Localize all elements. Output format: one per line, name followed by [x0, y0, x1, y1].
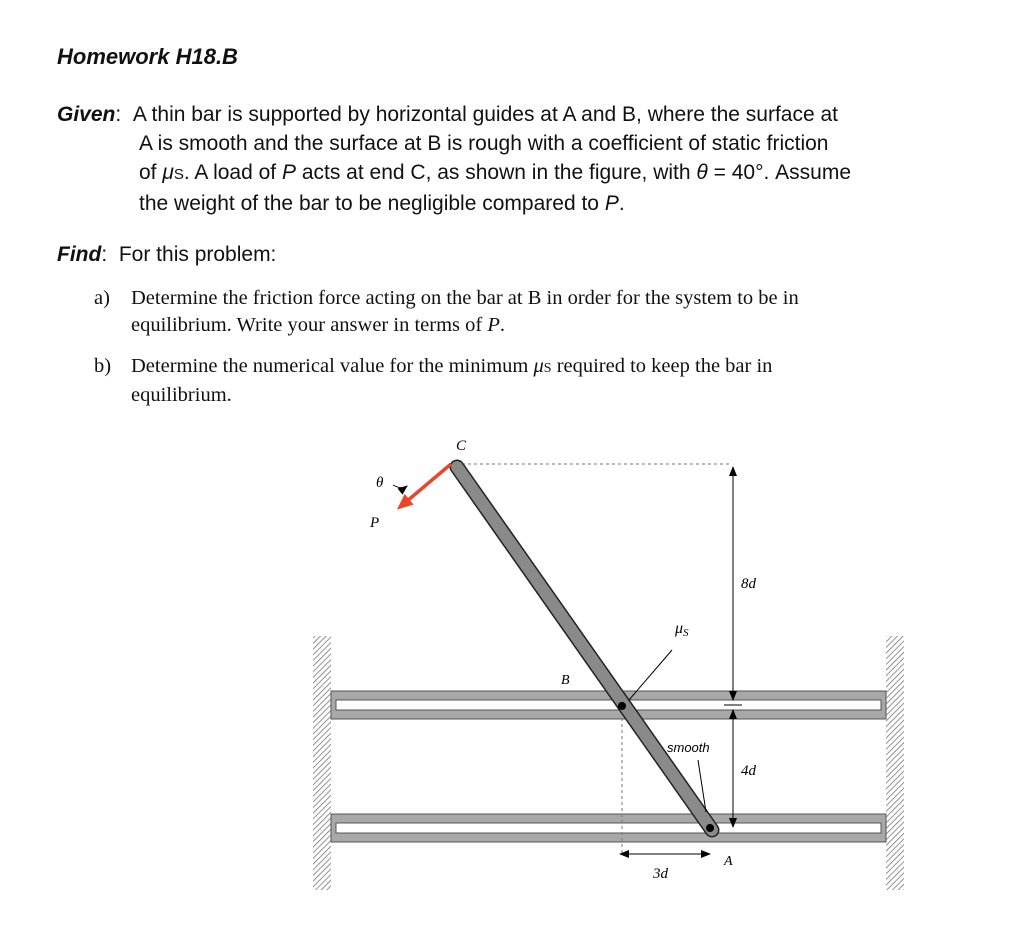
label-4d: 4d: [741, 763, 756, 779]
given-line-2: A is smooth and the surface at B is rough with a coefficient of static friction: [139, 132, 829, 155]
item-a-marker: a): [94, 287, 110, 309]
label-P: P: [370, 515, 380, 531]
find-label: Find: [57, 243, 102, 266]
theta-arc: [393, 485, 407, 488]
item-b-marker: b): [94, 355, 112, 377]
page-title: Homework H18.B: [57, 44, 238, 69]
item-b-line-2: equilibrium.: [131, 384, 232, 406]
find-heading: Find: For this problem:: [57, 243, 277, 266]
left-wall: [313, 636, 331, 890]
given-line-1: A thin bar is supported by horizontal guides at A and B, where the surface at: [132, 103, 838, 126]
label-theta: θ: [376, 475, 384, 491]
label-smooth: smooth: [667, 740, 710, 755]
given-line-3: of μS. A load of P acts at end C, as shown in the figure, with θ = 40°. Assume: [139, 161, 851, 184]
label-3d: 3d: [653, 866, 668, 882]
label-C: C: [456, 438, 467, 454]
find-intro: For this problem:: [118, 243, 277, 266]
lower-guide: [331, 814, 886, 842]
label-B: B: [561, 673, 570, 688]
item-b-line-1: Determine the numerical value for the minimum μS required to keep the bar in: [131, 355, 773, 377]
given-label: Given: [57, 103, 116, 126]
label-8d: 8d: [741, 576, 756, 592]
item-a-line-1: Determine the friction force acting on the bar at B in order for the system to be in: [131, 287, 799, 309]
pin-A: [706, 824, 714, 832]
load-P-arrow: [400, 464, 451, 507]
label-mu-s: μS: [675, 620, 689, 639]
pin-B: [618, 702, 626, 710]
given-line-4: the weight of the bar to be negligible compared to P.: [139, 192, 625, 215]
item-a-line-2: equilibrium. Write your answer in terms of P.: [131, 314, 505, 336]
label-A: A: [724, 854, 733, 869]
right-wall: [886, 636, 904, 890]
thin-bar: [457, 467, 712, 830]
given-colon: :: [115, 103, 133, 126]
